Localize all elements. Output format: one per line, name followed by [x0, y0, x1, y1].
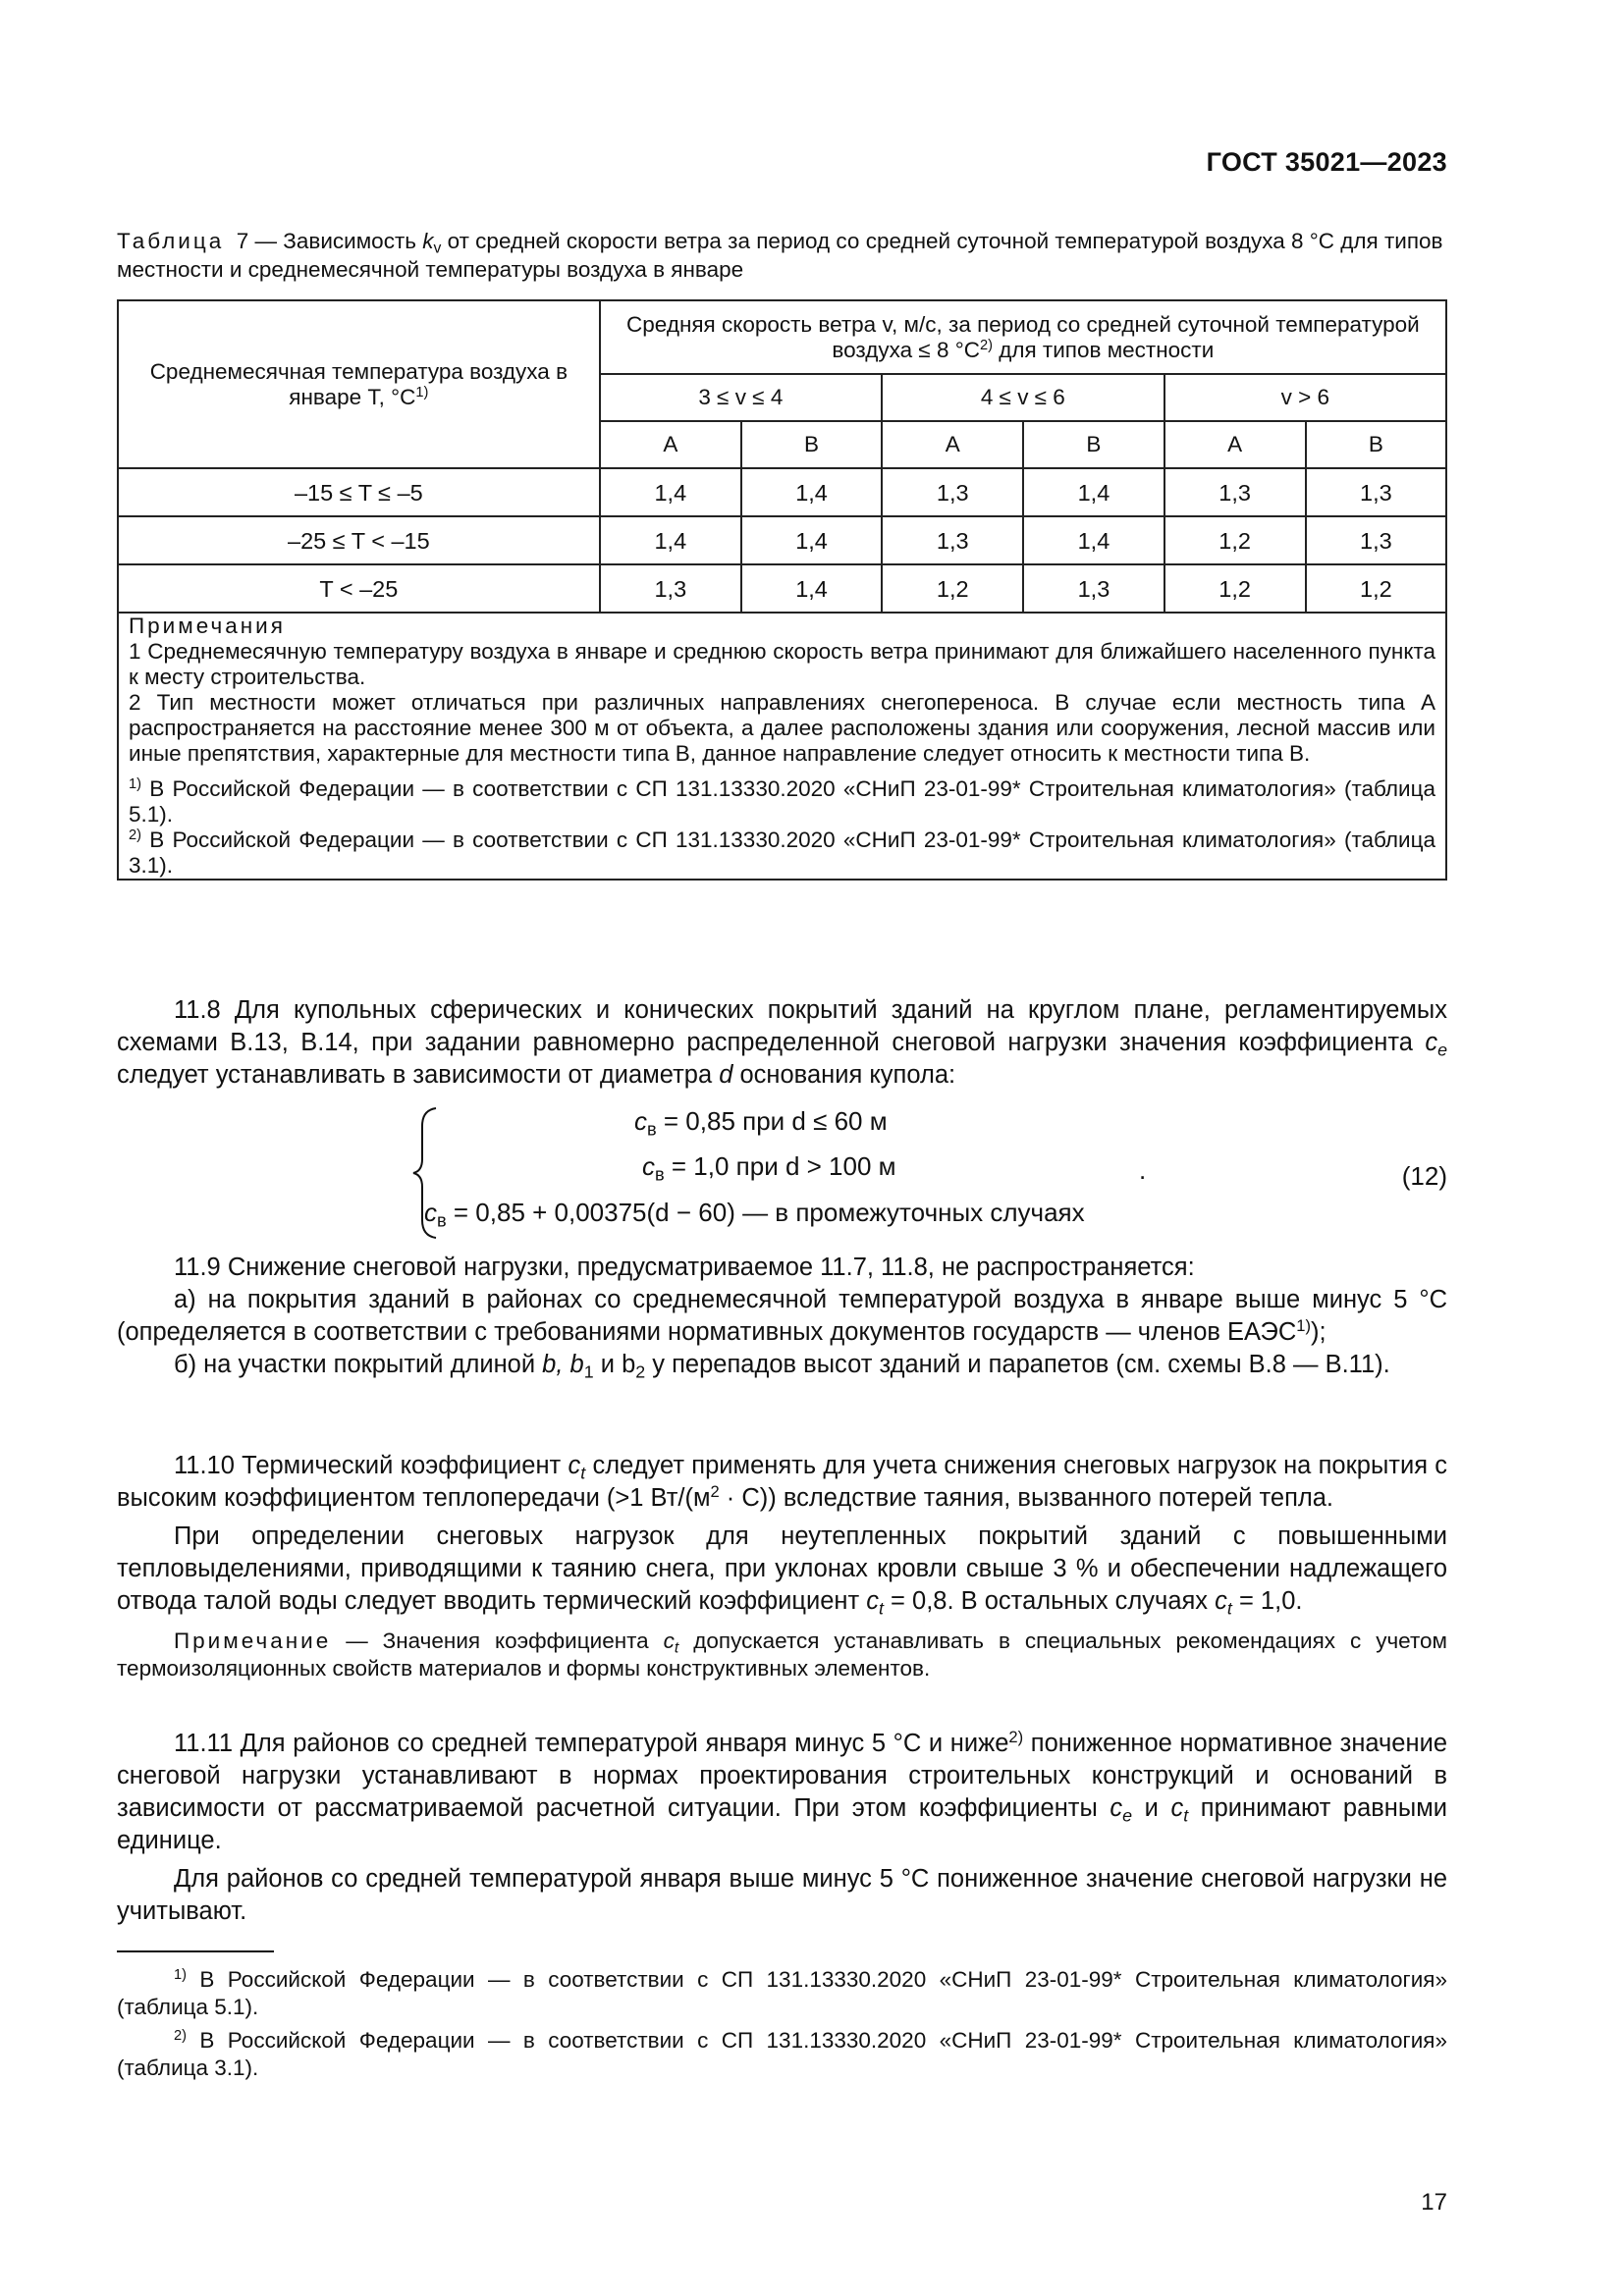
table-cell: 1,2 — [1164, 564, 1306, 613]
table-cell: 1,3 — [882, 468, 1023, 516]
table-notes — [118, 613, 1446, 880]
note-1: 1 Среднемесячную температуру воздуха в январе и среднюю скорость ветра принимают для ближайшего населенного пункта к месту строительства. — [129, 639, 1435, 689]
row-temperature: T < –25 — [118, 564, 600, 613]
table-cell: 1,4 — [741, 564, 882, 613]
terrain-type: В — [1306, 421, 1446, 468]
table-caption-number: 7 — [236, 229, 249, 253]
notes-title: Примечания — [129, 614, 286, 638]
header-temperature: Среднемесячная температура воздуха в январе T, $^\circ С^{1)}$ — [118, 300, 600, 468]
table-cell: 1,4 — [1023, 516, 1164, 564]
table-cell: 1,3 — [1306, 516, 1446, 564]
clause-11-11 — [117, 1728, 1447, 1928]
terrain-type: А — [1164, 421, 1306, 468]
table-cell: 1,4 — [1023, 468, 1164, 516]
speed-group: 3 ≤ v ≤ 4 — [600, 374, 882, 421]
clause-11-11-para-1: 11.11 Для районов со средней температурой января минус 5 °С и ниже$^{2)}$ пониженное нормативное значение снеговой нагрузки устанавливают в нормах проектирования строительных конструкций и оснований в зависимости от рассматриваемой расчетной ситуации. При этом коэффициенты $c_e$ и $c_t$ принимают равными единице. — [117, 1727, 1448, 1854]
speed-group: v > 6 — [1164, 374, 1446, 421]
clause-11-9-intro: 11.9 Снижение снеговой нагрузки, предусматриваемое 11.7, 11.8, не распространяется: — [174, 1254, 1195, 1281]
table-7 — [117, 299, 1447, 881]
note-2: 2 Тип местности может отличаться при различных направлениях снегопереноса. В случае если местность типа А распространяется на расстояние менее 300 м от объекта, а далее расположены здания или сооружения, лесной массив или иные препятствия, характерные для местности типа В, данное направление следует относить к местности типа В. — [129, 690, 1435, 766]
table-cell: 1,3 — [882, 516, 1023, 564]
terrain-type: А — [882, 421, 1023, 468]
document-code: ГОСТ 35021—2023 — [1206, 147, 1447, 177]
table-cell: 1,3 — [1023, 564, 1164, 613]
table-cell: 1,3 — [1306, 468, 1446, 516]
table-caption-sub: v — [433, 240, 442, 257]
terrain-type: А — [600, 421, 741, 468]
table-cell: 1,3 — [1164, 468, 1306, 516]
table-row — [118, 468, 1446, 516]
clause-11-9 — [117, 1252, 1447, 1381]
table-cell: 1,4 — [600, 516, 741, 564]
clause-11-10-para-1: 11.10 Термический коэффициент $c_t$ следует применять для учета снижения снеговых нагрузок на покрытия с высоким коэффициентом теплопередачи (>1 $Вт/(м^2 \cdot С)$) вследствие таяния, вызванного потерей тепла. — [117, 1452, 1448, 1512]
page-footnote-2: $^{2)}$ В Российской Федерации — в соответствии с СП 131.13330.2020 «СНиП 23-01-99* Строительная климатология» (таблица 3.1). — [117, 2027, 1447, 2080]
row-temperature: –25 ≤ T < –15 — [118, 516, 600, 564]
table-cell: 1,2 — [1306, 564, 1446, 613]
table-caption-text: — Зависимость — [248, 229, 423, 253]
clause-11-10 — [117, 1450, 1447, 1682]
formula-number: (12) — [1401, 1161, 1447, 1191]
page-footnote-1: $^{1)}$ В Российской Федерации — в соответствии с СП 131.13330.2020 «СНиП 23-01-99* Строительная климатология» (таблица 5.1). — [117, 1966, 1447, 2019]
clause-11-9-item-b: б) на участки покрытий длиной b, $b_1$ и $b_2$ у перепадов высот зданий и парапетов (см. схемы В.8 — В.11). — [174, 1351, 1390, 1382]
clause-11-9-item-a: а) на покрытия зданий в районах со среднемесячной температурой воздуха в январе выше минус 5 °С (определяется в соответствии с требованиями нормативных документов государств — членов ЕАЭС$^{1)}$); — [117, 1286, 1447, 1346]
table-caption-label: Таблица — [117, 229, 225, 253]
table-cell: 1,2 — [882, 564, 1023, 613]
table-cell: 1,4 — [741, 468, 882, 516]
table-cell: 1,3 — [600, 564, 741, 613]
page-number: 17 — [1421, 2189, 1447, 2216]
table-row — [118, 516, 1446, 564]
terrain-type: В — [1023, 421, 1164, 468]
speed-group: 4 ≤ v ≤ 6 — [882, 374, 1164, 421]
clause-11-11-para-2: Для районов со средней температурой января выше минус 5 °С пониженное значение снеговой нагрузки не учитывают. — [117, 1865, 1447, 1925]
table-footnote-2: $^{2)}$ В Российской Федерации — в соответствии с СП 131.13330.2020 «СНиП 23-01-99* Строительная климатология» (таблица 3.1). — [129, 827, 1435, 878]
table-cell: 1,4 — [741, 516, 882, 564]
table-row — [118, 564, 1446, 613]
footnote-separator — [117, 1950, 274, 1952]
terrain-type: В — [741, 421, 882, 468]
table-footnote-1: $^{1)}$ В Российской Федерации — в соответствии с СП 131.13330.2020 «СНиП 23-01-99* Строительная климатология» (таблица 5.1). — [129, 775, 1435, 827]
table-cell: 1,2 — [1164, 516, 1306, 564]
header-wind-speed: Средняя скорость ветра v, м/с, за период со средней суточной температурой воздуха ≤ 8 $^\circ С^{2)}$ для типов местности — [600, 300, 1446, 374]
row-temperature: –15 ≤ T ≤ –5 — [118, 468, 600, 516]
formula-line-3: $c_в = 0,85 + 0,00375(d - 60)$ — в промежуточных случаях — [424, 1198, 1085, 1231]
table-caption-text-2: от средней скорости ветра за период со средней суточной температурой воздуха 8 °С для типов местности и среднемесячной температуры воздуха в январе — [117, 229, 1443, 282]
formula-line-2: $c_в = 1,0$ при d > 100 м — [642, 1151, 896, 1185]
formula-line-1: $c_в = 0,85$ при d ≤ 60 м — [634, 1106, 888, 1140]
formula-12 — [410, 1104, 1196, 1242]
page-footnotes — [117, 1966, 1447, 2082]
formula-dot: . — [1139, 1155, 1147, 1185]
clause-11-10-para-2: При определении снеговых нагрузок для неутепленных покрытий зданий с повышенными тепловыделениями, приводящими к таянию снега, при уклонах кровли свыше 3 % и обеспечении надлежащего отвода талой воды следует вводить термический коэффициент $c_t = 0,8$. В остальных случаях $c_t = 1,0$. — [117, 1522, 1447, 1619]
clause-11-8: 11.8 Для купольных сферических и конических покрытий зданий на круглом плане, регламентируемых схемами В.13, В.14, при задании равномерно распределенной снеговой нагрузки значения коэффициента $c_e$ следует устанавливать в зависимости от диаметра d основания купола: — [117, 996, 1447, 1089]
table-cell: 1,4 — [600, 468, 741, 516]
clause-11-10-note: Примечание — Значения коэффициента $c_t$ допускается устанавливать в специальных рекомендациях с учетом термоизоляционных свойств материалов и формы конструктивных элементов. — [117, 1629, 1447, 1681]
table-caption — [117, 227, 1452, 284]
table-caption-var: k — [422, 229, 434, 253]
